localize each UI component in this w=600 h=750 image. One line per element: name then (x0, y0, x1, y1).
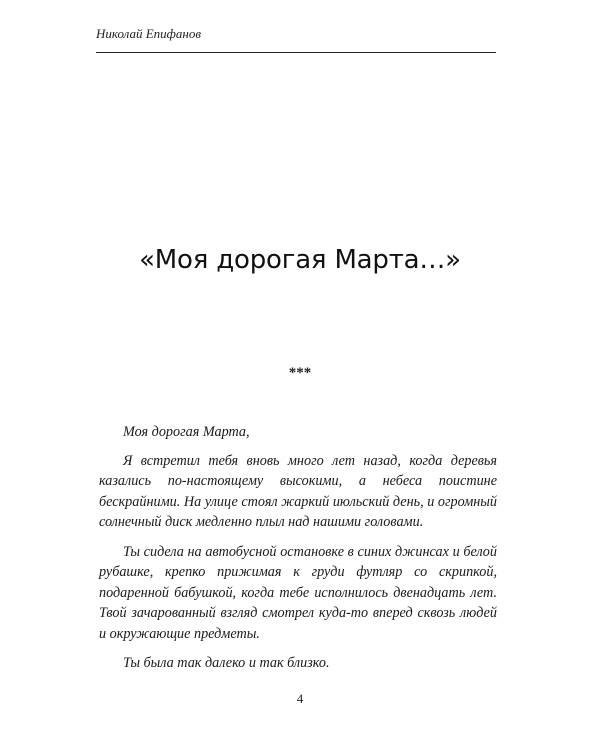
letter-salutation: Моя дорогая Марта, (123, 424, 250, 440)
section-separator: *** (288, 365, 312, 381)
letter-body (99, 422, 497, 683)
header-rule (96, 52, 496, 53)
running-header-author: Николай Епифанов (96, 26, 201, 41)
letter-paragraph: Ты сидела на автобусной остановке в синих джинсах и белой рубашке, крепко прижимая к груди футляр со скрипкой, подаренной бабушкой, когда тебе исполнилось двенадцать лет. Твой зачарованный взгляд смотрел куда-то вперед сквозь людей и окружающие предметы. (99, 543, 497, 642)
letter-paragraph: Я встретил тебя вновь много лет назад, когда деревья казались по-настоящему высокими, а небеса поистине бескрайними. На улице стоял жаркий июльский день, и огромный солнечный диск медленно плыл над нашими головами. (99, 452, 497, 530)
chapter-title: «Моя дорогая Марта…» (139, 245, 461, 275)
page-number: 4 (296, 691, 304, 706)
letter-paragraph: Ты была так далеко и так близко. (123, 655, 330, 671)
